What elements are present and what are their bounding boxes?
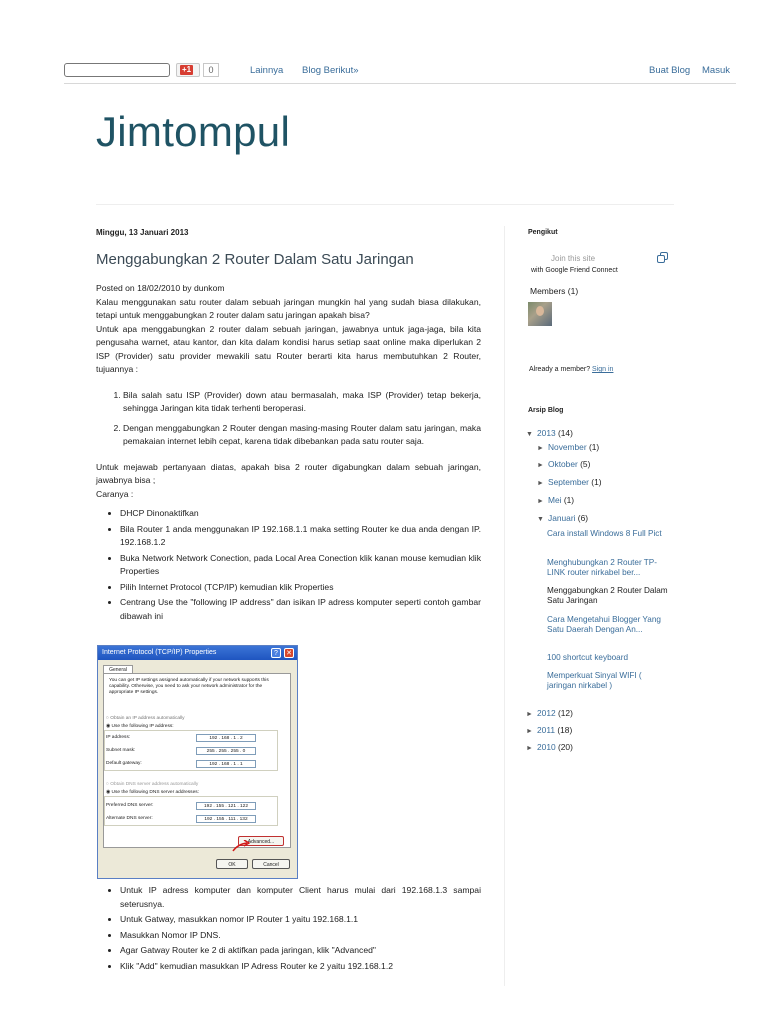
advanced-button: Advanced... [238,836,284,846]
ok-button: OK [216,859,248,869]
dialog-intro: You can get IP settings assigned automatically if your network supports this capability. Otherwise, you need to ask your network administrator for the appropriate IP settings. [109,678,269,696]
archive-month-oktober[interactable] [537,459,590,469]
already-member [529,366,613,373]
list-item: • Pilih Internet Protocol (TCP/IP) kemudian klik Properties [120,581,481,595]
post-byline: Posted on 18/02/2010 by dunkom [96,283,225,293]
sign-in-link[interactable]: Masuk [702,65,730,76]
radio-label: Use the following DNS server addresses: [111,790,199,795]
archive-post-current: Menggabungkan 2 Router Dalam Satu Jaringan [547,586,668,605]
list-item: • Buka Network Network Conection, pada Local Area Conection klik kanan mouse kemudian klik Properties [120,552,481,579]
pref-dns-field: 192 . 155 . 121 . 122 [196,802,256,810]
gfc-text: with Google Friend Connect [531,267,618,274]
toggle-icon: ► [537,480,544,487]
join-site-link[interactable]: Join this site [551,254,596,263]
post-body-continued [96,884,481,975]
already-member-text: Already a member? [529,366,591,373]
month-count: (5) [580,459,591,469]
toggle-icon: ► [537,445,544,452]
post-paragraph: Caranya : [96,488,134,499]
list-item: • Agar Gatway Router ke 2 di aktifkan pada jaringan, klik "Advanced" [120,944,481,958]
year-link[interactable]: 2012 [537,708,556,718]
followers-heading: Pengikut [528,229,558,236]
year-count: (18) [557,725,573,735]
archive-month-november[interactable] [537,442,599,452]
radio-label: Obtain DNS server address automatically [110,782,199,787]
alt-dns-field: 192 . 155 . 111 . 132 [196,815,256,823]
month-count: (6) [577,513,589,523]
post-date: Minggu, 13 Januari 2013 [96,228,189,237]
archive-month-mei[interactable] [537,495,574,505]
gplus-count: 0 [203,63,219,77]
archive-year-2011[interactable] [526,725,572,735]
month-link[interactable]: November [548,442,587,452]
list-item: • DHCP Dinonaktifkan [120,507,481,521]
radio-label: Use the following IP address: [111,724,174,729]
list-item: • Klik "Add" kemudian masukkan IP Adress Router ke 2 yaitu 192.168.1.2 [120,960,481,974]
archive-post-link[interactable]: 100 shortcut keyboard [547,653,629,662]
archive-year-2013[interactable] [526,428,573,438]
radio-label: Obtain an IP address automatically [110,716,185,721]
gplus-label: +1 [182,65,192,74]
archive-post-link[interactable]: Cara Mengetahui Blogger Yang Satu Daerah Dengan An... [547,615,661,634]
year-count: (14) [557,428,573,438]
toggle-icon: ► [526,711,533,718]
archive-month-september[interactable] [537,477,602,487]
popout-icon[interactable] [660,252,668,260]
ordered-list [96,389,481,449]
month-count: (1) [591,477,602,487]
post-title[interactable]: Menggabungkan 2 Router Dalam Satu Jaringan [96,251,414,268]
archive-post-link[interactable]: Memperkuat Sinyal WIFI ( jaringan nirkabel ) [547,671,642,690]
close-icon: ✕ [284,648,294,658]
list-item: • Untuk Gatway, masukkan nomor IP Router 1 yaitu 192.168.1.1 [120,913,481,927]
gplus-button[interactable] [176,63,200,77]
archive-heading: Arsip Blog [528,407,564,414]
year-link[interactable]: 2013 [537,428,556,438]
month-count: (1) [588,442,600,452]
members-label: Members (1) [530,286,579,296]
archive-year-2012[interactable] [526,708,573,718]
help-icon: ? [271,648,281,658]
dialog-titlebar [98,646,297,660]
month-link[interactable]: September [548,477,589,487]
member-avatar[interactable] [528,302,552,326]
tab-general: General [103,665,133,675]
list-item: 1. Bila salah satu ISP (Provider) down atau bermasalah, maka ISP (Provider) tetap bekerja, sehingga Jaringan kita tidak terhenti beroperasi. [123,389,481,416]
archive-month-januari[interactable] [537,513,588,523]
red-arrow-icon [232,840,250,852]
column-divider [504,226,505,986]
radio-use-dns: ◉ Use the following DNS server addresses: [106,790,199,795]
toggle-icon: ▼ [526,431,533,438]
radio-auto-ip: ○ Obtain an IP address automatically [106,716,185,721]
post-body [96,282,481,625]
radio-auto-dns: ○ Obtain DNS server address automatically [106,782,199,787]
month-link[interactable]: Oktober [548,459,578,469]
navbar-divider [64,83,736,84]
ip-field: 192 . 168 . 1 . 2 [196,734,256,742]
list-item: 2. Dengan menggabungkan 2 Router dengan masing-masing Router dalam satu jaringan, maka pemakaian internet lebih cepat, karena tidak dibebankan pada satu router saja. [123,422,481,449]
year-link[interactable]: 2011 [537,725,556,735]
toggle-icon: ▼ [537,516,544,523]
blog-title[interactable]: Jimtompul [96,108,291,155]
next-blog-link[interactable]: Blog Berikut» [302,65,359,76]
year-count: (20) [557,742,573,752]
mask-label: Subnet mask: [106,748,136,753]
pref-dns-label: Preferred DNS server: [106,803,154,808]
archive-post-link[interactable]: Menghubungkan 2 Router TP-LINK router nirkabel ber... [547,558,657,577]
list-item: • Masukkan Nomor IP DNS. [120,929,481,943]
cancel-button: Cancel [252,859,290,869]
archive-post-link[interactable]: Cara install Windows 8 Full Pict [547,529,662,538]
post-paragraph: Untuk apa menggabungkan 2 router dalam sebuah jaringan, jawabnya untuk jaga-jaga, bila kita pengusaha warnet, atau kantor, dan kita dalam kondisi harus setiap saat online maka diperlukan 2 ISP (Provider) satu provider mewakili satu Router berarti kita harus membutuhkan 2 Router, tujuannya : [96,323,481,374]
header-divider [96,204,674,205]
list-item: • Untuk IP adress komputer dan komputer Client harus mulai dari 192.168.1.3 sampai seterusnya. [120,884,481,911]
toggle-icon: ► [526,728,533,735]
post-paragraph: Untuk mejawab pertanyaan diatas, apakah bisa 2 router digabungkan dalam sebuah jaringan, jawabnya bisa ; [96,461,481,485]
sign-in-sidebar-link[interactable]: Sign in [592,366,614,373]
gateway-field: 192 . 168 . 1 . 1 [196,760,256,768]
toggle-icon: ► [537,498,544,505]
create-blog-link[interactable]: Buat Blog [649,65,691,76]
toggle-icon: ► [537,462,544,469]
archive-year-2010[interactable] [526,742,573,752]
alt-dns-label: Alternate DNS server: [106,816,153,821]
mask-field: 255 . 255 . 255 . 0 [196,747,256,755]
list-item: • Centrang Use the "following IP address" dan isikan IP adress komputer seperti contoh gambar dibawah ini [120,596,481,623]
ip-label: IP address: [106,735,131,740]
navbar [0,56,768,86]
gateway-label: Default gateway: [106,761,142,766]
steps-list [96,507,481,623]
year-count: (12) [557,708,573,718]
tcpip-dialog-image[interactable] [97,645,298,879]
dialog-title: Internet Protocol (TCP/IP) Properties [102,649,217,656]
list-item: • Bila Router 1 anda menggunakan IP 192.168.1.1 maka setting Router ke dua anda dengan IP. 192.168.1.2 [120,523,481,550]
month-link[interactable]: Januari [548,513,576,523]
search-input[interactable] [64,63,170,77]
year-link[interactable]: 2010 [537,742,556,752]
month-link[interactable]: Mei [548,495,562,505]
more-link[interactable]: Lainnya [250,65,284,76]
post-paragraph: Kalau menggunakan satu router dalam sebuah jaringan mungkin hal yang sudah biasa dilakukan, tetapi untuk menggabungkan 2 router dalam satu jaringan apakah bisa? [96,296,481,320]
radio-use-ip: ◉ Use the following IP address: [106,724,174,729]
toggle-icon: ► [526,745,533,752]
steps-list [96,884,481,973]
month-count: (1) [563,495,575,505]
